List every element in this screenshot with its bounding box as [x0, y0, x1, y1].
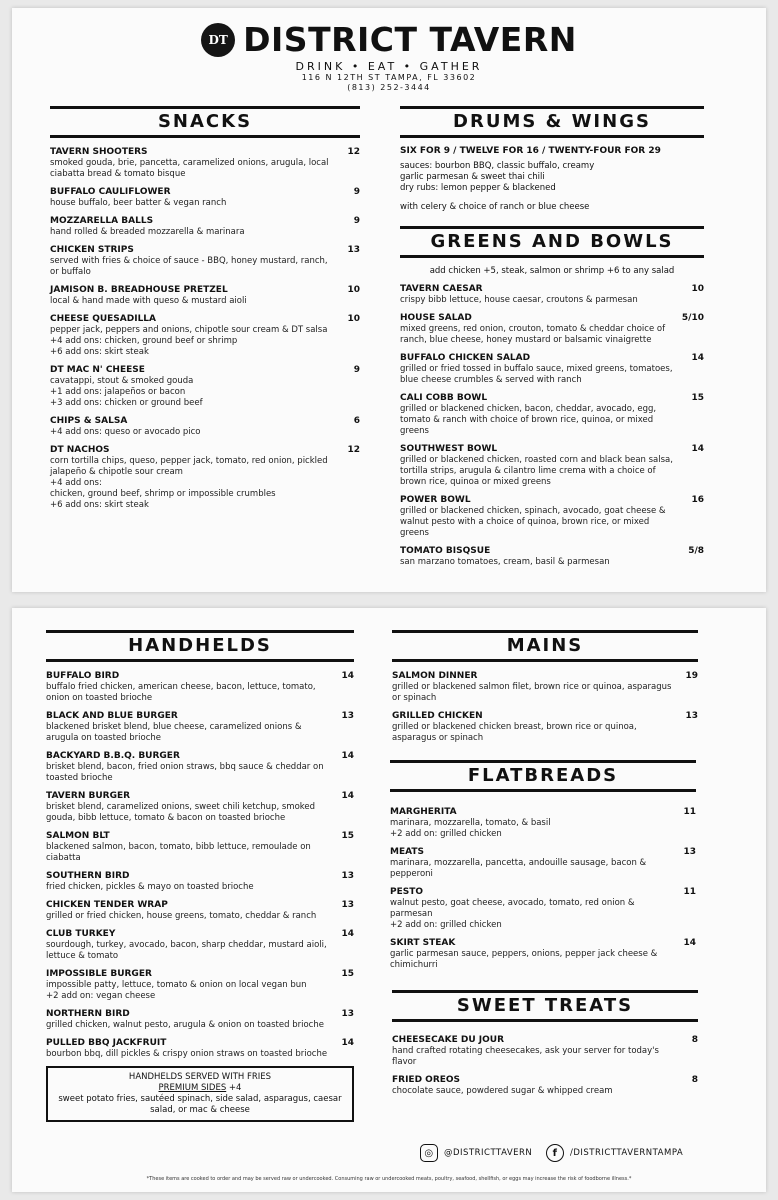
menu-item-desc: +3 add ons: chicken or ground beef [50, 398, 203, 408]
menu-item-price: 10 [691, 284, 704, 294]
menu-item-desc: chicken, ground beef, shrimp or impossible crumbles [50, 489, 276, 499]
menu-item-price: 5/10 [681, 313, 704, 323]
menu-item-name: TOMATO BISQSUE [400, 546, 491, 556]
menu-item-desc: +6 add ons: skirt steak [50, 347, 149, 357]
menu-item-desc: cavatappi, stout & smoked gouda [50, 376, 194, 386]
menu-item-price: 12 [347, 445, 360, 455]
menu-item-name: CALI COBB BOWL [400, 393, 488, 403]
menu-item-name: TAVERN SHOOTERS [50, 147, 148, 157]
flatbreads-section [390, 760, 696, 977]
menu-item-price: 10 [347, 314, 360, 324]
menu-item [46, 750, 354, 784]
menu-item-name: BUFFALO CHICKEN SALAD [400, 353, 531, 363]
menu-item-name: SALMON BLT [46, 831, 110, 841]
menu-item-name: POWER BOWL [400, 495, 471, 505]
sweets-title: SWEET TREATS [392, 990, 698, 1022]
menu-item-price: 14 [341, 791, 354, 801]
menu-item [50, 146, 360, 180]
snacks-title: SNACKS [50, 106, 360, 138]
menu-item-desc: smoked gouda, brie, pancetta, caramelized onions, arugula, local ciabatta bread & tomato bisque [50, 158, 329, 179]
menu-item-desc: brisket blend, caramelized onions, sweet chili ketchup, smoked gouda, bibb lettuce, tomato & bacon on toasted brioche [46, 802, 316, 823]
wings-sauce-line: dry rubs: lemon pepper & blackened [400, 183, 556, 193]
menu-item-name: CLUB TURKEY [46, 929, 116, 939]
instagram-icon: ◎ [420, 1144, 438, 1162]
instagram-handle: @DISTRICTTAVERN [444, 1148, 533, 1158]
menu-item-desc: sourdough, turkey, avocado, bacon, sharp cheddar, mustard aioli, lettuce & tomato [46, 940, 327, 961]
disclaimer: *These items are cooked to order and may be served raw or undercooked. Consuming raw or undercooked meats, poultry, seafood, shellfish, or eggs may increase the risk of foodborne illness.* [146, 1176, 632, 1182]
menu-item-name: GRILLED CHICKEN [392, 711, 483, 721]
menu-item-price: 8 [691, 1035, 698, 1045]
flatbreads-list [390, 806, 696, 971]
menu-item-name: CHEESECAKE DU JOUR [392, 1035, 505, 1045]
menu-item [46, 1037, 354, 1060]
menu-item-name: HOUSE SALAD [400, 313, 472, 323]
menu-item-price: 19 [685, 671, 698, 681]
menu-item-name: NORTHERN BIRD [46, 1009, 130, 1019]
mains-list [392, 670, 698, 744]
menu-item-price: 11 [683, 807, 696, 817]
menu-item-desc: +6 add ons: skirt steak [50, 500, 149, 510]
menu-item-name: SKIRT STEAK [390, 938, 456, 948]
menu-item [400, 392, 704, 437]
menu-item [392, 1074, 698, 1097]
menu-item-desc: san marzano tomatoes, cream, basil & parmesan [400, 557, 610, 567]
mains-title: MAINS [392, 630, 698, 662]
snacks-list [50, 146, 360, 511]
menu-item-price: 9 [353, 216, 360, 226]
menu-item-price: 13 [685, 711, 698, 721]
menu-item-price: 14 [691, 444, 704, 454]
menu-item-desc: buffalo fried chicken, american cheese, bacon, lettuce, tomato, onion on toasted brioche [46, 682, 316, 703]
menu-item [392, 670, 698, 704]
flatbreads-title: FLATBREADS [390, 760, 696, 792]
menu-item-desc: bourbon bbq, dill pickles & crispy onion straws on toasted brioche [46, 1049, 328, 1059]
menu-item-price: 13 [341, 711, 354, 721]
fries-note-box [46, 1066, 354, 1122]
menu-item-desc: +2 add on: grilled chicken [390, 920, 502, 930]
wings-title: DRUMS & WINGS [400, 106, 704, 138]
menu-item [400, 545, 704, 568]
menu-item [400, 443, 704, 488]
menu-item-desc: +4 add ons: queso or avocado pico [50, 427, 201, 437]
menu-item-name: PULLED BBQ JACKFRUIT [46, 1038, 167, 1048]
menu-item-price: 9 [353, 365, 360, 375]
menu-item-desc: brisket blend, bacon, fried onion straws, bbq sauce & cheddar on toasted brioche [46, 762, 324, 783]
menu-item-price: 14 [691, 353, 704, 363]
menu-item-name: CHIPS & SALSA [50, 416, 128, 426]
menu-item-name: FRIED OREOS [392, 1075, 461, 1085]
menu-item [46, 830, 354, 864]
menu-item-desc: corn tortilla chips, queso, pepper jack, tomato, red onion, pickled jalapeño & chipotle sour cream [50, 456, 328, 477]
handhelds-title: HANDHELDS [46, 630, 354, 662]
facebook-icon: f [546, 1144, 564, 1162]
menu-item-desc: +1 add ons: jalapeños or bacon [50, 387, 186, 397]
menu-item-name: SOUTHWEST BOWL [400, 444, 498, 454]
menu-item-price: 15 [691, 393, 704, 403]
wings-sauces [400, 161, 704, 194]
menu-item-name: TAVERN CAESAR [400, 284, 483, 294]
brand-phone: (813) 252-3444 [347, 83, 431, 92]
menu-item-name: BACKYARD B.B.Q. BURGER [46, 751, 180, 761]
menu-item-name: MOZZARELLA BALLS [50, 216, 154, 226]
wings-section [400, 106, 704, 219]
menu-item [50, 444, 360, 511]
wings-pricing: SIX FOR 9 / TWELVE FOR 16 / TWENTY-FOUR FOR 29 [400, 146, 661, 156]
menu-item-desc: grilled or blackened salmon filet, brown rice or quinoa, asparagus or spinach [392, 682, 672, 703]
menu-item-price: 14 [341, 751, 354, 761]
menu-item-desc: hand crafted rotating cheesecakes, ask your server for today's flavor [392, 1046, 659, 1067]
handhelds-section [46, 630, 354, 1122]
greens-title: GREENS AND BOWLS [400, 226, 704, 258]
premium-sides-price: +4 [226, 1083, 242, 1093]
menu-item-price: 6 [353, 416, 360, 426]
menu-item-name: MARGHERITA [390, 807, 457, 817]
menu-item-desc: grilled or fried chicken, house greens, tomato, cheddar & ranch [46, 911, 317, 921]
logo-icon: DT [201, 23, 235, 57]
menu-item [400, 494, 704, 539]
menu-item-name: CHICKEN STRIPS [50, 245, 134, 255]
menu-item-desc: blackened brisket blend, blue cheese, caramelized onions & arugula on toasted brioche [46, 722, 302, 743]
menu-item-name: TAVERN BURGER [46, 791, 131, 801]
facebook-link[interactable] [546, 1144, 683, 1162]
menu-item [46, 870, 354, 893]
premium-sides-label: PREMIUM SIDES [158, 1083, 227, 1093]
menu-item [46, 710, 354, 744]
menu-item-name: IMPOSSIBLE BURGER [46, 969, 152, 979]
menu-item-price: 15 [341, 831, 354, 841]
menu-item-name: BUFFALO BIRD [46, 671, 120, 681]
mains-section [392, 630, 698, 750]
snacks-section [50, 106, 360, 517]
menu-item [46, 670, 354, 704]
menu-item-price: 13 [341, 900, 354, 910]
menu-item-desc: mixed greens, red onion, crouton, tomato & cheddar choice of ranch, blue cheese, honey mustard or balsamic vinaigrette [400, 324, 666, 345]
menu-item-name: MEATS [390, 847, 424, 857]
premium-sides-list: sweet potato fries, sautéed spinach, side salad, asparagus, caesar salad, or mac & cheese [58, 1094, 342, 1115]
menu-item-desc: chocolate sauce, powdered sugar & whipped cream [392, 1086, 613, 1096]
menu-item-name: SOUTHERN BIRD [46, 871, 130, 881]
menu-item-desc: hand rolled & breaded mozzarella & marinara [50, 227, 245, 237]
menu-item-price: 9 [353, 187, 360, 197]
menu-item [46, 790, 354, 824]
menu-item-desc: served with fries & choice of sauce - BBQ, honey mustard, ranch, or buffalo [50, 256, 328, 277]
menu-item [50, 244, 360, 278]
menu-item-price: 14 [683, 938, 696, 948]
menu-item-desc: impossible patty, lettuce, tomato & onion on local vegan bun [46, 980, 307, 990]
facebook-handle: /DISTRICTTAVERNTAMPA [570, 1148, 684, 1158]
menu-item-price: 11 [683, 887, 696, 897]
brand-header [12, 22, 766, 93]
menu-item [400, 312, 704, 346]
menu-item [50, 415, 360, 438]
menu-item-price: 8 [691, 1075, 698, 1085]
menu-item-name: BLACK AND BLUE BURGER [46, 711, 178, 721]
menu-item [50, 284, 360, 307]
menu-item [50, 364, 360, 409]
menu-item [50, 215, 360, 238]
menu-item-price: 14 [341, 671, 354, 681]
brand-name: DISTRICT TAVERN [243, 20, 577, 59]
menu-item-price: 16 [691, 495, 704, 505]
menu-item-desc: local & hand made with queso & mustard aioli [50, 296, 247, 306]
fries-note-line: HANDHELDS SERVED WITH FRIES [128, 1072, 272, 1082]
menu-item-desc: +2 add on: grilled chicken [390, 829, 502, 839]
menu-item-name: DT NACHOS [50, 445, 110, 455]
menu-item-price: 13 [347, 245, 360, 255]
menu-item-desc: walnut pesto, goat cheese, avocado, tomato, red onion & parmesan [390, 898, 635, 919]
menu-item [390, 937, 696, 971]
menu-item-desc: grilled or blackened chicken, spinach, avocado, goat cheese & walnut pesto with a choice of quinoa, brown rice, or mixed greens [400, 506, 666, 538]
menu-item-price: 12 [347, 147, 360, 157]
menu-page-1 [12, 8, 766, 592]
menu-item-desc: blackened salmon, bacon, tomato, bibb lettuce, remoulade on ciabatta [46, 842, 311, 863]
brand-address: 116 N 12TH ST TAMPA, FL 33602 [301, 73, 477, 82]
menu-item-desc: +4 add ons: [50, 478, 102, 488]
handhelds-list [46, 670, 354, 1060]
menu-item-desc: +4 add ons: chicken, ground beef or shrimp [50, 336, 238, 346]
menu-item [46, 899, 354, 922]
menu-item-desc: +2 add on: vegan cheese [46, 991, 156, 1001]
brand-tagline: DRINK • EAT • GATHER [295, 60, 483, 73]
wings-sauce-line: sauces: bourbon BBQ, classic buffalo, creamy [400, 161, 595, 171]
menu-item [50, 313, 360, 358]
menu-item [400, 283, 704, 306]
menu-item-desc: marinara, mozzarella, pancetta, andouille sausage, bacon & pepperoni [390, 858, 647, 879]
menu-item-price: 5/8 [688, 546, 704, 556]
menu-item-desc: marinara, mozzarella, tomato, & basil [390, 818, 551, 828]
menu-item [392, 710, 698, 744]
menu-item-name: DT MAC N' CHEESE [50, 365, 145, 375]
menu-item-price: 13 [341, 871, 354, 881]
menu-item-name: SALMON DINNER [392, 671, 478, 681]
menu-item-name: BUFFALO CAULIFLOWER [50, 187, 171, 197]
menu-item [50, 186, 360, 209]
menu-item-desc: pepper jack, peppers and onions, chipotle sour cream & DT salsa [50, 325, 328, 335]
menu-item [390, 846, 696, 880]
menu-item-desc: grilled or blackened chicken breast, brown rice or quinoa, asparagus or spinach [392, 722, 637, 743]
menu-item [392, 1034, 698, 1068]
menu-item-name: CHICKEN TENDER WRAP [46, 900, 168, 910]
sweets-section [392, 990, 698, 1103]
menu-item-desc: crispy bibb lettuce, house caesar, croutons & parmesan [400, 295, 638, 305]
menu-item-desc: garlic parmesan sauce, peppers, onions, pepper jack cheese & chimichurri [390, 949, 658, 970]
menu-item [46, 928, 354, 962]
menu-item-price: 14 [341, 1038, 354, 1048]
menu-item-desc: grilled or blackened chicken, bacon, cheddar, avocado, egg, tomato & ranch with choice of brown rice, quinoa, or mixed greens [400, 404, 657, 436]
menu-item-name: JAMISON B. BREADHOUSE PRETZEL [50, 285, 228, 295]
menu-item-desc: grilled chicken, walnut pesto, arugula & onion on toasted brioche [46, 1020, 324, 1030]
wings-note: with celery & choice of ranch or blue cheese [400, 202, 590, 212]
instagram-link[interactable] [420, 1144, 532, 1162]
menu-item-price: 10 [347, 285, 360, 295]
menu-item-name: CHEESE QUESADILLA [50, 314, 157, 324]
menu-item-desc: grilled or blackened chicken, roasted corn and black bean salsa, tortilla strips, arugula & cilantro lime crema with a choice of brown rice, quinoa or mixed greens [400, 455, 673, 487]
menu-item [46, 1008, 354, 1031]
menu-item-price: 15 [341, 969, 354, 979]
wings-sauce-line: garlic parmesan & sweet thai chili [400, 172, 545, 182]
menu-item-desc: fried chicken, pickles & mayo on toasted brioche [46, 882, 254, 892]
menu-item [400, 352, 704, 386]
menu-item-desc: grilled or fried tossed in buffalo sauce, mixed greens, tomatoes, blue cheese crumbles & served with ranch [400, 364, 673, 385]
menu-item [390, 886, 696, 931]
menu-item-name: PESTO [390, 887, 424, 897]
sweets-list [392, 1034, 698, 1097]
menu-item [390, 806, 696, 840]
greens-list [400, 283, 704, 568]
greens-note: add chicken +5, steak, salmon or shrimp +6 to any salad [429, 266, 675, 276]
greens-section [400, 226, 704, 574]
menu-item-price: 14 [341, 929, 354, 939]
menu-item-price: 13 [341, 1009, 354, 1019]
menu-item [46, 968, 354, 1002]
menu-item-desc: house buffalo, beer batter & vegan ranch [50, 198, 227, 208]
menu-item-price: 13 [683, 847, 696, 857]
menu-page-2 [12, 608, 766, 1192]
